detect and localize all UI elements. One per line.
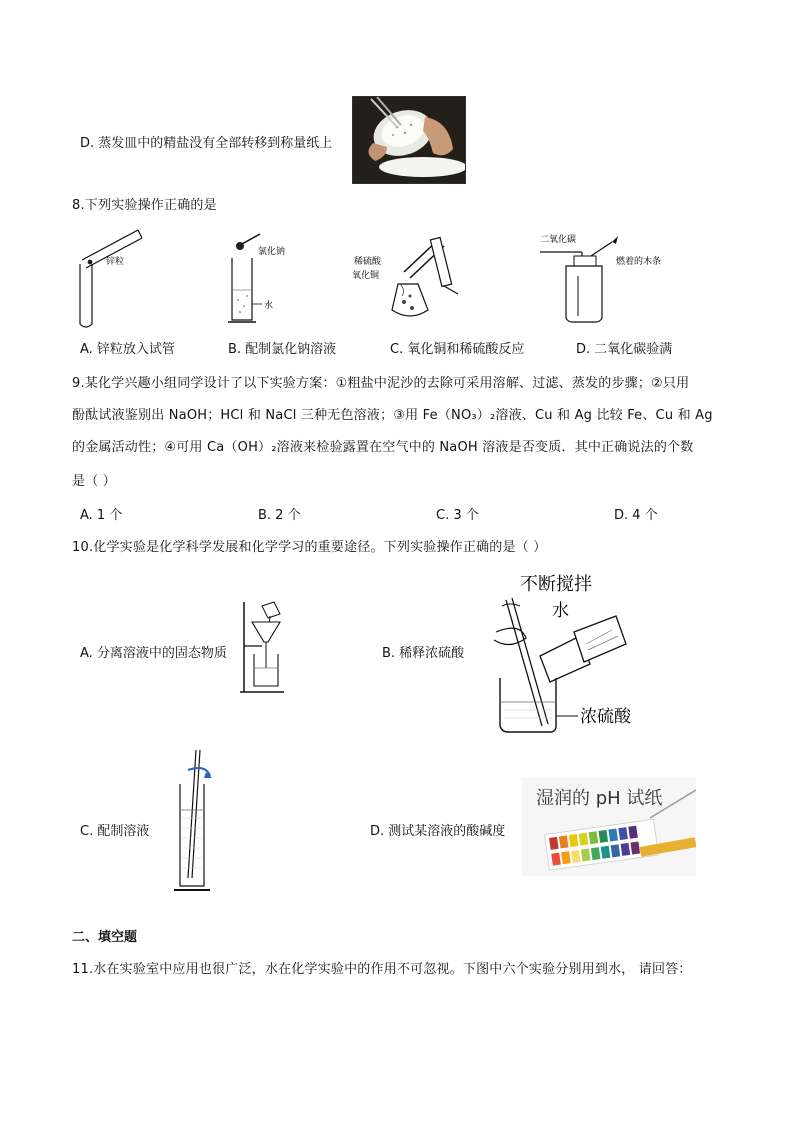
q10-option-d: D. 测试某溶液的酸碱度 xyxy=(370,824,506,839)
q10-figure-c-cylinder xyxy=(166,746,226,900)
q11-stem: 11.水在实验室中应用也很广泛，水在化学实验中的作用不可忽视。下图中六个实验分别用到水， 请回答： xyxy=(72,962,692,977)
section-2-title: 二、填空题 xyxy=(72,930,138,945)
q10-figure-a-filtration xyxy=(240,598,300,698)
q9-option-d: D. 4 个 xyxy=(614,508,658,523)
q8-figure-a xyxy=(76,224,172,330)
q8-figure-b xyxy=(220,228,310,328)
q10-figure-b-dilution xyxy=(480,566,650,736)
q9-line-3: 的金属活动性；④可用 Ca（OH）₂溶液来检验露置在空气中的 NaOH 溶液是否变质．其中正确说法的个数 xyxy=(72,440,694,455)
q10-option-b: B. 稀释浓硫酸 xyxy=(382,646,465,661)
q10-figure-d-ph-paper xyxy=(522,778,696,876)
q7-option-d: D. 蒸发皿中的精盐没有全部转移到称量纸上 xyxy=(80,136,333,151)
q9-line-4: 是（ ） xyxy=(72,474,116,489)
q8-option-c: C. 氧化铜和稀硫酸反应 xyxy=(390,342,525,357)
q9-option-c: C. 3 个 xyxy=(436,508,479,523)
water-label: 水 xyxy=(264,301,274,311)
copper-oxide-label: 氧化铜 xyxy=(352,271,380,281)
q8-figure-d xyxy=(532,228,692,328)
concentrated-acid-label: 浓硫酸 xyxy=(580,707,631,727)
q10-stem: 10.化学实验是化学科学发展和化学学习的重要途径。下列实验操作正确的是（ ） xyxy=(72,540,547,555)
q8-option-a: A. 锌粒放入试管 xyxy=(80,342,175,357)
q10-option-a: A. 分离溶液中的固态物质 xyxy=(80,646,227,661)
q9-option-b: B. 2 个 xyxy=(258,508,301,523)
burning-splint-label: 燃着的木条 xyxy=(616,257,662,267)
ph-paper-label: 湿润的 pH 试纸 xyxy=(536,788,663,809)
water-label-2: 水 xyxy=(552,601,569,621)
q8-option-d: D. 二氧化碳验满 xyxy=(576,342,673,357)
q8-stem: 8.下列实验操作正确的是 xyxy=(72,198,217,213)
stir-label: 不断搅拌 xyxy=(520,574,592,595)
q9-line-2: 酚酞试液鉴别出 NaOH；HCl 和 NaCl 三种无色溶液；③用 Fe（NO₃）₂溶液、Cu 和 Ag 比较 Fe、Cu 和 Ag xyxy=(72,408,713,423)
q8-figure-c xyxy=(340,228,480,332)
sulfuric-acid-label: 稀硫酸 xyxy=(354,257,382,267)
q8-option-b: B. 配制氯化钠溶液 xyxy=(228,342,337,357)
evaporating-dish-photo xyxy=(352,96,466,184)
q9-option-a: A. 1 个 xyxy=(80,508,123,523)
q10-option-c: C. 配制溶液 xyxy=(80,824,150,839)
zinc-label: 锌粒 xyxy=(106,257,125,267)
nacl-label: 氯化钠 xyxy=(258,247,286,257)
co2-label: 二氧化碳 xyxy=(540,235,577,245)
q9-line-1: 9.某化学兴趣小组同学设计了以下实验方案：①粗盐中泥沙的去除可采用溶解、过滤、蒸发的步骤；②只用 xyxy=(72,376,690,391)
